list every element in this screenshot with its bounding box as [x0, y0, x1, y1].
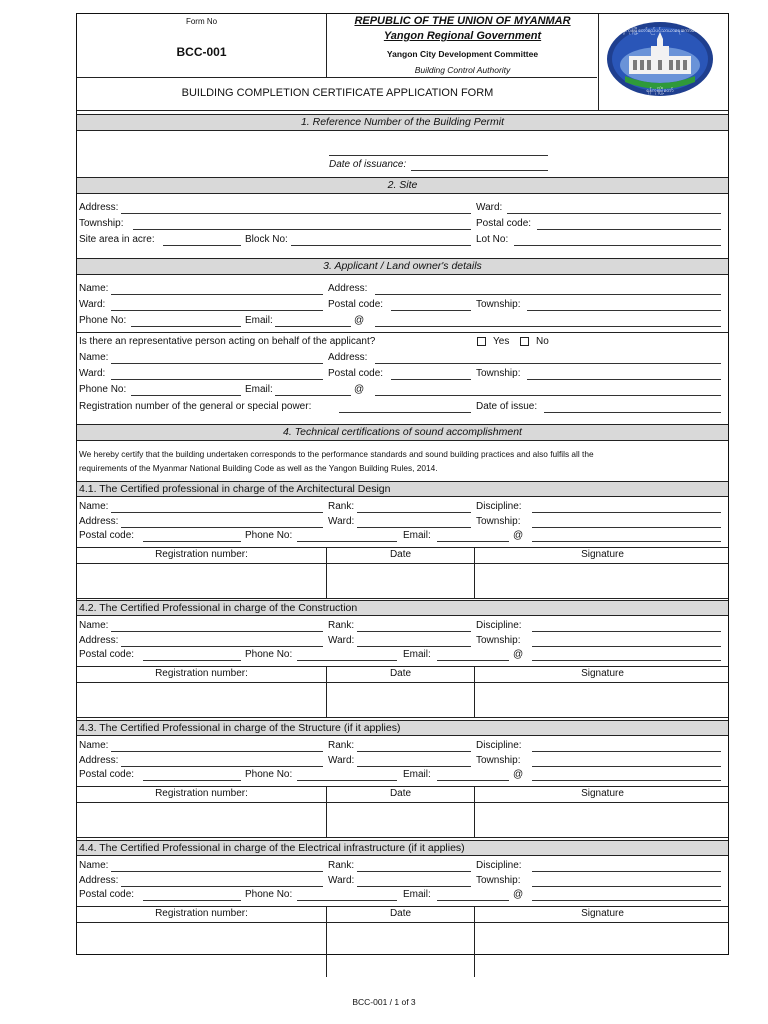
- sub2-table-top: [77, 666, 728, 667]
- permit-number-field[interactable]: [329, 155, 548, 156]
- site-address-field[interactable]: [121, 213, 471, 214]
- sub3-header: [77, 720, 728, 736]
- rep-ward-field[interactable]: [111, 379, 323, 380]
- sub2-date-header: Date: [389, 668, 412, 679]
- sub3-phone-label: Phone No:: [245, 769, 293, 780]
- sub4-township-field[interactable]: [532, 886, 721, 887]
- sub1-email-field[interactable]: [437, 541, 509, 542]
- ycdc-logo: [605, 20, 715, 98]
- sub4-title-wrap: [79, 841, 728, 856]
- date-of-issuance-label: Date of issuance:: [329, 159, 407, 170]
- section-1-title: 1. Reference Number of the Building Permit: [300, 116, 505, 128]
- sub2-header: [77, 600, 728, 616]
- form-title: BUILDING COMPLETION CERTIFICATE APPLICATION FORM: [181, 87, 494, 99]
- sub2-rank-label: Rank:: [328, 620, 355, 631]
- section-3-divider: [77, 332, 728, 333]
- lot-no-label: Lot No:: [476, 234, 509, 245]
- sub3-discipline-field[interactable]: [532, 751, 721, 752]
- sub1-title-wrap: [79, 482, 728, 497]
- sub3-email-label: Email:: [403, 769, 431, 780]
- sub1-phone-field[interactable]: [297, 541, 397, 542]
- sub2-discipline-label: Discipline:: [476, 620, 522, 631]
- sub4-name-label: Name:: [79, 860, 109, 871]
- applicant-name-label: Name:: [79, 283, 109, 294]
- sub4-discipline-label: Discipline:: [476, 860, 522, 871]
- rep-ward-label: Ward:: [79, 368, 106, 379]
- sub2-township-field[interactable]: [532, 646, 721, 647]
- sub3-signature-header: Signature: [581, 788, 624, 799]
- lot-no-field[interactable]: [514, 245, 721, 246]
- date-of-issue-label: Date of issue:: [476, 401, 538, 412]
- sub3-registration-cell[interactable]: [77, 803, 326, 837]
- applicant-phone-field[interactable]: [131, 326, 241, 327]
- sub2-email-label: Email:: [403, 649, 431, 660]
- sub2-ward-label: Ward:: [328, 635, 355, 646]
- rep-phone-label: Phone No:: [79, 384, 127, 395]
- sub2-signature-cell[interactable]: [475, 683, 730, 717]
- sub4-rank-field[interactable]: [357, 871, 471, 872]
- representative-no-checkbox[interactable]: [520, 337, 529, 346]
- date-of-issuance-field[interactable]: [411, 170, 548, 171]
- sub1-ward-field[interactable]: [357, 527, 471, 528]
- registration-power-field[interactable]: [339, 412, 471, 413]
- sub2-at-field[interactable]: [532, 660, 721, 661]
- sub3-email-field[interactable]: [437, 780, 509, 781]
- sub3-name-field[interactable]: [111, 751, 323, 752]
- sub1-rank-field[interactable]: [357, 512, 471, 513]
- rep-email-user-field[interactable]: [275, 395, 351, 396]
- applicant-township-label: Township:: [476, 299, 521, 310]
- rep-address-label: Address:: [328, 352, 368, 363]
- sub4-rank-label: Rank:: [328, 860, 355, 871]
- sub3-address-field[interactable]: [121, 766, 323, 767]
- applicant-at-sign: @: [354, 315, 365, 326]
- sub1-signature-cell[interactable]: [475, 564, 730, 598]
- section-2-header: [77, 177, 728, 194]
- rep-email-label: Email:: [245, 384, 273, 395]
- date-of-issue-field[interactable]: [544, 412, 721, 413]
- sub3-date-header: Date: [389, 788, 412, 799]
- form-no-label: Form No: [185, 17, 218, 26]
- rep-name-field[interactable]: [111, 363, 323, 364]
- sub3-date-cell[interactable]: [327, 803, 474, 837]
- sub2-postal-code-field[interactable]: [143, 660, 241, 661]
- sub1-rank-label: Rank:: [328, 501, 355, 512]
- sub4-signature-header: Signature: [581, 908, 624, 919]
- application-form: [76, 13, 729, 955]
- representative-yes-checkbox[interactable]: [477, 337, 486, 346]
- sub3-title: 4.3. The Certified Professional in charge of the Structure: [79, 722, 341, 734]
- rep-township-field[interactable]: [527, 379, 721, 380]
- certification-text-line-2: requirements of the Myanmar National Building Code as well as the Yangon Building Rules, 2014.: [79, 463, 438, 473]
- sub3-ward-field[interactable]: [357, 766, 471, 767]
- sub4-ward-label: Ward:: [328, 875, 355, 886]
- sub2-table-bottom: [77, 717, 728, 718]
- sub3-township-label: Township:: [476, 755, 521, 766]
- section-3-header: [77, 258, 728, 275]
- section-3-title: 3. Applicant / Land owner's details: [323, 260, 482, 272]
- authority-name: Building Control Authority: [414, 65, 511, 75]
- sub1-address-label: Address:: [79, 516, 119, 527]
- government-title: Yangon Regional Government: [383, 30, 542, 42]
- applicant-address-field[interactable]: [375, 294, 721, 295]
- sub1-phone-label: Phone No:: [245, 530, 293, 541]
- sub4-address-field[interactable]: [121, 886, 323, 887]
- site-ward-label: Ward:: [476, 202, 503, 213]
- sub1-title: 4.1. The Certified professional in charge of the Architectural Design: [79, 483, 391, 495]
- sub4-phone-label: Phone No:: [245, 889, 293, 900]
- section-4-header: [77, 424, 728, 441]
- header-divider: [77, 77, 597, 78]
- sub1-at-field[interactable]: [532, 541, 721, 542]
- sub4-email-label: Email:: [403, 889, 431, 900]
- sub4-header: [77, 840, 728, 856]
- sub1-township-label: Township:: [476, 516, 521, 527]
- sub2-name-field[interactable]: [111, 631, 323, 632]
- sub3-table-bottom: [77, 837, 728, 838]
- certification-text-line-1: We hereby certify that the building undertaken corresponds to the performance standards and sound building practices and also fulfils all the: [79, 449, 594, 459]
- sub1-at-label: @: [513, 530, 524, 541]
- sub3-postal-code-label: Postal code:: [79, 769, 135, 780]
- sub3-discipline-label: Discipline:: [476, 740, 522, 751]
- sub4-name-field[interactable]: [111, 871, 323, 872]
- sub1-postal-code-field[interactable]: [143, 541, 241, 542]
- representative-question: Is there an representative person acting on behalf of the applicant?: [79, 336, 376, 347]
- sub1-date-header: Date: [389, 549, 412, 560]
- applicant-name-field[interactable]: [111, 294, 323, 295]
- republic-title: REPUBLIC OF THE UNION OF MYANMAR: [354, 15, 571, 27]
- sub4-discipline-field[interactable]: [532, 871, 721, 872]
- logo-bottom-text: ရန်ကုန်မြို့တော်: [646, 88, 674, 94]
- applicant-email-user-field[interactable]: [275, 326, 351, 327]
- section-2-title: 2. Site: [387, 179, 418, 191]
- sub3-ward-label: Ward:: [328, 755, 355, 766]
- applicant-email-domain-field[interactable]: [375, 326, 721, 327]
- sub2-discipline-field[interactable]: [532, 631, 721, 632]
- applicant-phone-label: Phone No:: [79, 315, 127, 326]
- sub2-township-label: Township:: [476, 635, 521, 646]
- sub4-township-label: Township:: [476, 875, 521, 886]
- sub2-name-label: Name:: [79, 620, 109, 631]
- sub3-rank-label: Rank:: [328, 740, 355, 751]
- sub4-at-label: @: [513, 889, 524, 900]
- sub4-date-cell[interactable]: [327, 923, 474, 976]
- sub2-rank-field[interactable]: [357, 631, 471, 632]
- sub4-phone-field[interactable]: [297, 900, 397, 901]
- sub2-postal-code-label: Postal code:: [79, 649, 135, 660]
- sub3-phone-field[interactable]: [297, 780, 397, 781]
- page-footer: BCC-001 / 1 of 3: [352, 997, 416, 1007]
- rep-township-label: Township:: [476, 368, 521, 379]
- site-area-field[interactable]: [163, 245, 241, 246]
- rep-at-sign: @: [354, 384, 365, 395]
- applicant-email-label: Email:: [245, 315, 273, 326]
- sub2-signature-header: Signature: [581, 668, 624, 679]
- representative-yes-label: Yes: [493, 336, 510, 347]
- site-area-label: Site area in acre:: [79, 234, 155, 245]
- applicant-postal-field[interactable]: [391, 310, 471, 311]
- sub2-email-field[interactable]: [437, 660, 509, 661]
- sub1-signature-header: Signature: [581, 549, 624, 560]
- sub2-phone-field[interactable]: [297, 660, 397, 661]
- sub3-table-top: [77, 786, 728, 787]
- sub1-discipline-field[interactable]: [532, 512, 721, 513]
- sub2-address-label: Address:: [79, 635, 119, 646]
- applicant-township-field[interactable]: [527, 310, 721, 311]
- section-4-title: 4. Technical certifications of sound accomplishment: [283, 426, 522, 438]
- sub2-title-wrap: [79, 601, 728, 616]
- sub1-address-field[interactable]: [121, 527, 323, 528]
- sub4-note: (if it applies): [408, 842, 465, 854]
- header-divider: [77, 110, 728, 111]
- sub4-at-field[interactable]: [532, 900, 721, 901]
- sub1-discipline-label: Discipline:: [476, 501, 522, 512]
- sub4-postal-code-field[interactable]: [143, 900, 241, 901]
- rep-name-label: Name:: [79, 352, 109, 363]
- sub1-name-label: Name:: [79, 501, 109, 512]
- registration-power-label: Registration number of the general or special power:: [79, 401, 312, 412]
- site-postal-field[interactable]: [537, 229, 721, 230]
- block-no-field[interactable]: [291, 245, 471, 246]
- sub4-signature-cell[interactable]: [475, 923, 730, 976]
- sub4-date-header: Date: [389, 908, 412, 919]
- sub3-at-label: @: [513, 769, 524, 780]
- sub1-date-cell[interactable]: [327, 564, 474, 598]
- sub1-postal-code-label: Postal code:: [79, 530, 135, 541]
- sub4-email-field[interactable]: [437, 900, 509, 901]
- applicant-postal-label: Postal code:: [328, 299, 384, 310]
- form-number: BCC-001: [176, 45, 227, 59]
- sub3-signature-cell[interactable]: [475, 803, 730, 837]
- sub3-name-label: Name:: [79, 740, 109, 751]
- sub4-postal-code-label: Postal code:: [79, 889, 135, 900]
- block-no-label: Block No:: [245, 234, 288, 245]
- site-postal-label: Postal code:: [476, 218, 532, 229]
- rep-postal-label: Postal code:: [328, 368, 384, 379]
- sub1-header: [77, 481, 728, 497]
- site-township-field[interactable]: [133, 229, 471, 230]
- rep-address-field[interactable]: [375, 363, 721, 364]
- sub4-table-top: [77, 906, 728, 907]
- sub2-address-field[interactable]: [121, 646, 323, 647]
- header-divider: [598, 14, 599, 110]
- sub1-table-top: [77, 547, 728, 548]
- sub4-registration-cell[interactable]: [77, 923, 326, 976]
- sub3-postal-code-field[interactable]: [143, 780, 241, 781]
- section-1-header: [77, 114, 728, 131]
- sub4-ward-field[interactable]: [357, 886, 471, 887]
- rep-email-domain-field[interactable]: [375, 395, 721, 396]
- site-address-label: Address:: [79, 202, 119, 213]
- rep-postal-field[interactable]: [391, 379, 471, 380]
- sub4-address-label: Address:: [79, 875, 119, 886]
- applicant-address-label: Address:: [328, 283, 368, 294]
- applicant-ward-label: Ward:: [79, 299, 106, 310]
- sub1-township-field[interactable]: [532, 527, 721, 528]
- sub1-ward-label: Ward:: [328, 516, 355, 527]
- sub3-rank-field[interactable]: [357, 751, 471, 752]
- site-ward-field[interactable]: [507, 213, 721, 214]
- rep-phone-field[interactable]: [131, 395, 241, 396]
- sub4-registration-header: Registration number:: [155, 908, 248, 919]
- sub2-phone-label: Phone No:: [245, 649, 293, 660]
- sub1-email-label: Email:: [403, 530, 431, 541]
- committee-name: Yangon City Development Committee: [386, 49, 539, 59]
- sub2-registration-header: Registration number:: [155, 668, 248, 679]
- sub3-at-field[interactable]: [532, 780, 721, 781]
- applicant-ward-field[interactable]: [111, 310, 323, 311]
- sub2-ward-field[interactable]: [357, 646, 471, 647]
- sub1-registration-cell[interactable]: [77, 564, 326, 598]
- sub2-at-label: @: [513, 649, 524, 660]
- sub2-title: 4.2. The Certified Professional in charge of the Construction: [79, 602, 358, 614]
- sub2-date-cell[interactable]: [327, 683, 474, 717]
- logo-top-text: ရန်ကုန်မြို့တော်စည်ပင်သာယာရေးကော်မတီ: [620, 28, 700, 34]
- site-township-label: Township:: [79, 218, 124, 229]
- sub1-registration-header: Registration number:: [155, 549, 248, 560]
- representative-no-label: No: [536, 336, 549, 347]
- sub2-registration-cell[interactable]: [77, 683, 326, 717]
- sub3-title-wrap: [79, 721, 728, 736]
- sub3-registration-header: Registration number:: [155, 788, 248, 799]
- sub3-note: (if it applies): [343, 722, 401, 734]
- sub3-township-field[interactable]: [532, 766, 721, 767]
- sub1-table-bottom: [77, 598, 728, 599]
- sub1-name-field[interactable]: [111, 512, 323, 513]
- sub4-title: 4.4. The Certified Professional in charge of the Electrical infrastructure: [79, 842, 406, 854]
- sub3-address-label: Address:: [79, 755, 119, 766]
